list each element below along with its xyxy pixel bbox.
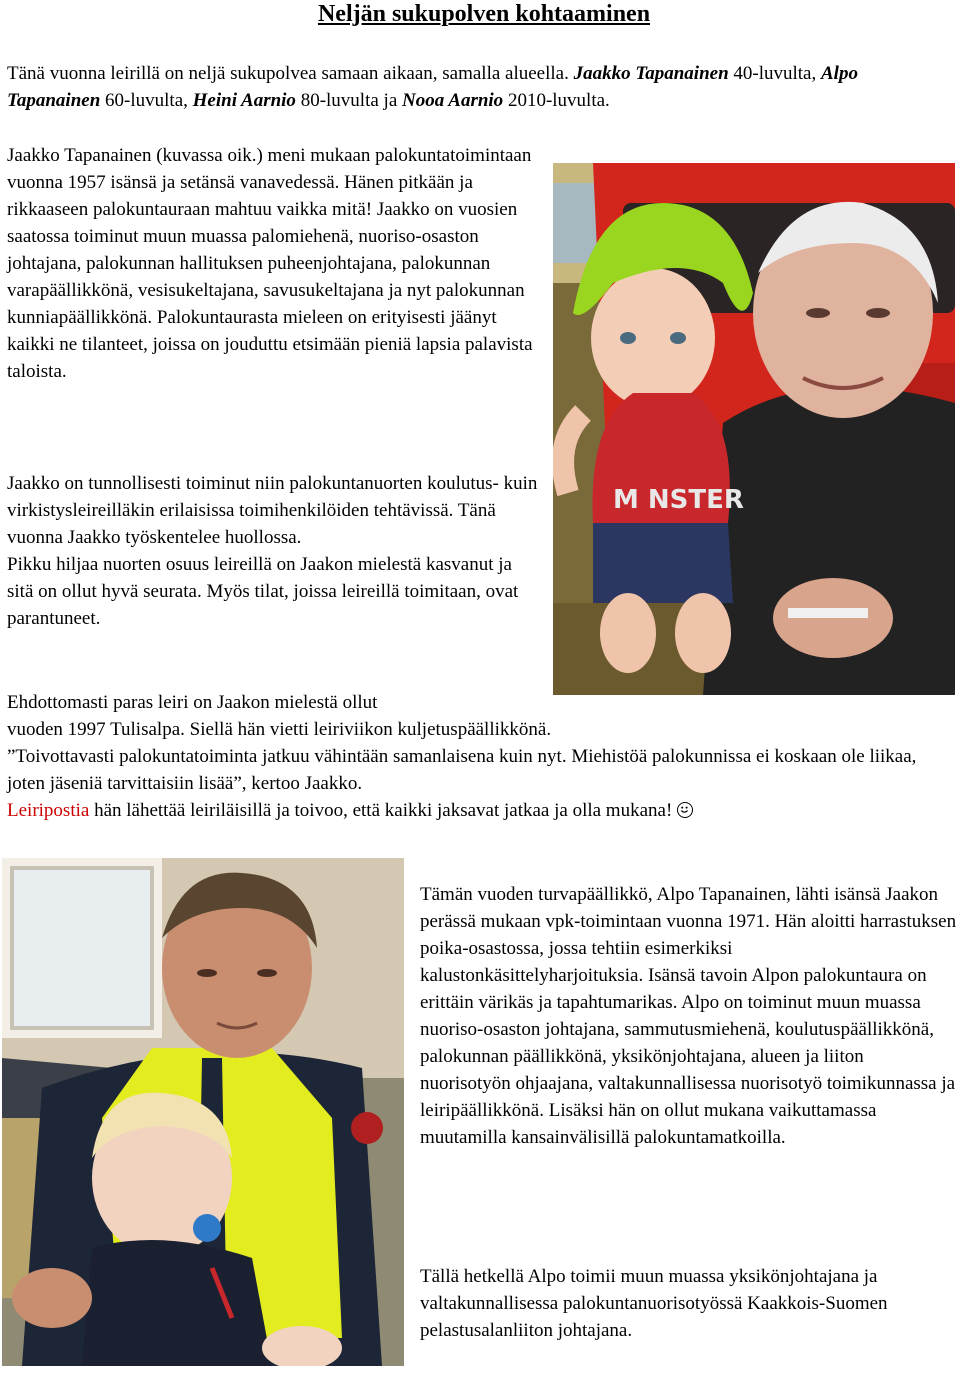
jaakko-youth-paragraph: Pikku hiljaa nuorten osuus leireillä on Jaakon mielestä kasvanut ja sitä on ollut hyvä seurata. Myös tilat, joissa leireillä toimitaan, ovat parantuneet.: [7, 554, 519, 629]
name-alpo: Alpo Tapanainen: [7, 63, 858, 111]
intro-text: Tänä vuonna leirillä on neljä sukupolvea samaan aikaan, samalla alueella.: [7, 63, 574, 84]
intro-text: 2010-luvulta.: [503, 90, 610, 111]
page-title: Neljän sukupolven kohtaaminen: [317, 1, 651, 27]
jaakko-paragraph: Jaakko Tapanainen (kuvassa oik.) meni mukaan palokuntatoimintaan vuonna 1957 isänsä ja setänsä vanavedessä. Hänen pitkään ja rikkaaseen palokuntauraan mahtuu vaikka mitä! Jaakko on vuosien saatossa toiminut muun muassa palomiehenä, nuoriso-osaston johtajana, palokunnan hallituksen puheenjohtajana, palokunnan varapäällikkönä, vesisukeltajana, savusukeltajana ja nyt palokunnan kunniapäällikkönä. Palokuntaurasta mieleen on erityisesti jäänyt kaikki ne tilanteet, joissa on jouduttu etsimään pieniä lapsia palavista taloista.: [7, 145, 533, 382]
svg-text:M NSTER: M NSTER: [613, 485, 744, 515]
jaakko-quote-section: [7, 689, 957, 824]
intro-text: 60-luvulta,: [100, 90, 193, 111]
leiripostia-text: hän lähettää leiriläisillä ja toivoo, että kaikki jaksavat jatkaa ja olla mukana!: [89, 800, 678, 821]
name-jaakko: Jaakko Tapanainen: [573, 63, 729, 84]
jaakko-camps-section: [7, 470, 542, 632]
tulisalpa-line: vuoden 1997 Tulisalpa. Siellä hän vietti leiriviikon kuljetuspäällikkönä.: [7, 719, 552, 740]
photo-jaakko-with-baby: [553, 163, 955, 695]
leiripostia-highlight: Leiripostia: [7, 800, 90, 821]
alpo-paragraph: Tämän vuoden turvapäällikkö, Alpo Tapanainen, lähti isänsä Jaakon perässä mukaan vpk-toimintaan vuonna 1971. Hän aloitti harrastuksen poika-osastossa, jossa tehtiin esimerkiksi kalustonkäsittelyharjoituksia. Isänsä tavoin Alpon palokuntaura on erittäin värikäs ja tapahtumarikas. Alpo on toiminut muun muassa nuoriso-osaston johtajana, sammutusmiehenä, koulutuspäällikkönä, palokunnan päällikkönä, yksikönjohtajana, alueen ja liiton nuorisotyön ohjaajana, valtakunnallisessa nuorisotyö toimikunnassa ja leiripäällikkönä. Lisäksi hän on ollut mukana vaikuttamassa muutamilla kansainvälisillä palokuntamatkoilla.: [420, 884, 957, 1148]
alpo-current-paragraph: Tällä hetkellä Alpo toimii muun muassa yksikönjohtajana ja valtakunnallisessa palokuntanuorisotyössä Kaakkois-Suomen pelastusalanliiton johtajana.: [420, 1266, 888, 1341]
jaakko-camps-paragraph: Jaakko on tunnollisesti toiminut niin palokuntanuorten koulutus- kuin virkistysleireilläkin erilaisissa toimihenkilöiden tehtävissä. Tänä vuonna Jaakko työskentelee huollossa.: [7, 473, 538, 548]
name-nooa: Nooa Aarnio: [402, 90, 504, 111]
intro-paragraph: [7, 60, 955, 114]
photo-alpo-with-baby: [2, 858, 404, 1366]
smiley-icon: [677, 802, 693, 818]
intro-text: 80-luvulta ja: [295, 90, 402, 111]
intro-text: 40-luvulta,: [728, 63, 821, 84]
name-heini: Heini Aarnio: [192, 90, 296, 111]
leiripostia-line: [7, 797, 957, 824]
best-camp-line: Ehdottomasti paras leiri on Jaakon mielestä ollut: [7, 692, 378, 713]
jaakko-quote: ”Toivottavasti palokuntatoiminta jatkuu vähintään samanlaisena kuin nyt. Miehistöä palokunnissa ei koskaan ole liikaa, joten jäseniä tarvittaisiin lisää”, kertoo Jaakko.: [7, 746, 917, 794]
